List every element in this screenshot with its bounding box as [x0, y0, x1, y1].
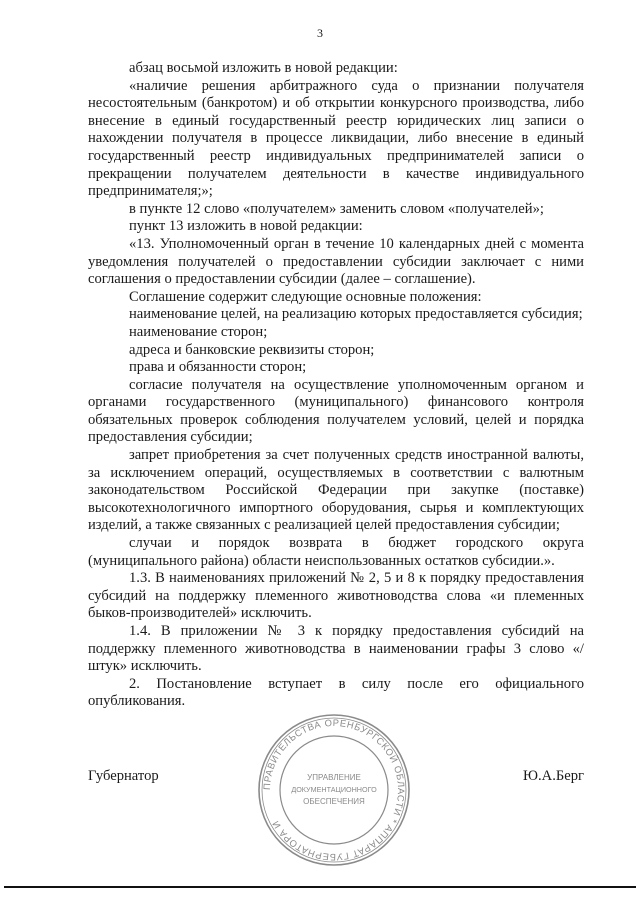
official-stamp — [256, 712, 412, 868]
paragraph: случаи и порядок возврата в бюджет городского округа (муниципального района) области неиспользованных остатков субсидии.». — [88, 535, 584, 569]
document-body — [88, 60, 584, 711]
svg-text:ПРАВИТЕЛЬСТВА ОРЕНБУРГСКОЙ ОБЛ: ПРАВИТЕЛЬСТВА ОРЕНБУРГСКОЙ ОБЛАСТИ * АППАРАТ ГУБЕРНАТОРА И — [260, 716, 408, 864]
signatory-title: Губернатор — [88, 768, 159, 784]
paragraph: запрет приобретения за счет полученных средств иностранной валюты, за исключением операций, осуществляемых в соответствии с валютным законодательством Российской Федерации при закупке (поставке) высокотехнологичного импортного оборудования, сырья и комплектующих изделий, а также связанных с реализацией целей предоставления субсидии; — [88, 447, 584, 534]
paragraph: наименование сторон; — [129, 323, 268, 340]
paragraph: 2. Постановление вступает в силу после его официального опубликования. — [88, 675, 584, 710]
page-number: 3 — [317, 26, 323, 40]
paragraph: «наличие решения арбитражного суда о признании получателя несостоятельным (банкротом) и об открытии конкурсного производства, либо внесение в единый государственный реестр юридических лиц записи о нахождении получателя в процессе ликвидации, либо внесение в единый государственный реестр индивидуальных предпринимателей записи о прекращении получателем деятельности в качестве индивидуального предпринимателя;»; — [88, 77, 584, 200]
paragraph: Соглашение содержит следующие основные положения: — [129, 288, 482, 305]
paragraph: пункт 13 изложить в новой редакции: — [129, 218, 363, 235]
paragraph: абзац восьмой изложить в новой редакции: — [129, 60, 398, 76]
stamp-line: ОБЕСПЕЧЕНИЯ — [303, 797, 365, 806]
paragraph: «13. Уполномоченный орган в течение 10 календарных дней с момента уведомления получателей о предоставлении субсидии заключает с ними соглашения о предоставлении субсидии (далее – соглашение). — [88, 235, 584, 288]
bottom-rule — [4, 886, 636, 888]
paragraph: наименование целей, на реализацию которых предоставляется субсидия; — [129, 306, 583, 323]
paragraph: 1.3. В наименованиях приложений № 2, 5 и 8 к порядку предоставления субсидий на поддержку племенного животноводства слова «и племенных быков-производителей» исключить. — [88, 570, 584, 622]
paragraph: согласие получателя на осуществление уполномоченным органом и органами государственного (муниципального) финансового контроля обязательных проверок соблюдения получателем условий, целей и порядка предоставления субсидии; — [88, 376, 584, 446]
signatory-name: Ю.А.Берг — [523, 768, 584, 784]
paragraph: адреса и банковские реквизиты сторон; — [129, 341, 375, 358]
stamp-line: ДОКУМЕНТАЦИОННОГО — [291, 785, 377, 794]
paragraph: в пункте 12 слово «получателем» заменить словом «получателей»; — [129, 200, 544, 217]
paragraph: 1.4. В приложении № 3 к порядку предоставления субсидий на поддержку племенного животноводства в наименовании графы 3 слово «/штук» исключить. — [88, 623, 584, 675]
stamp-line: УПРАВЛЕНИЕ — [307, 773, 361, 782]
paragraph: права и обязанности сторон; — [129, 359, 307, 376]
